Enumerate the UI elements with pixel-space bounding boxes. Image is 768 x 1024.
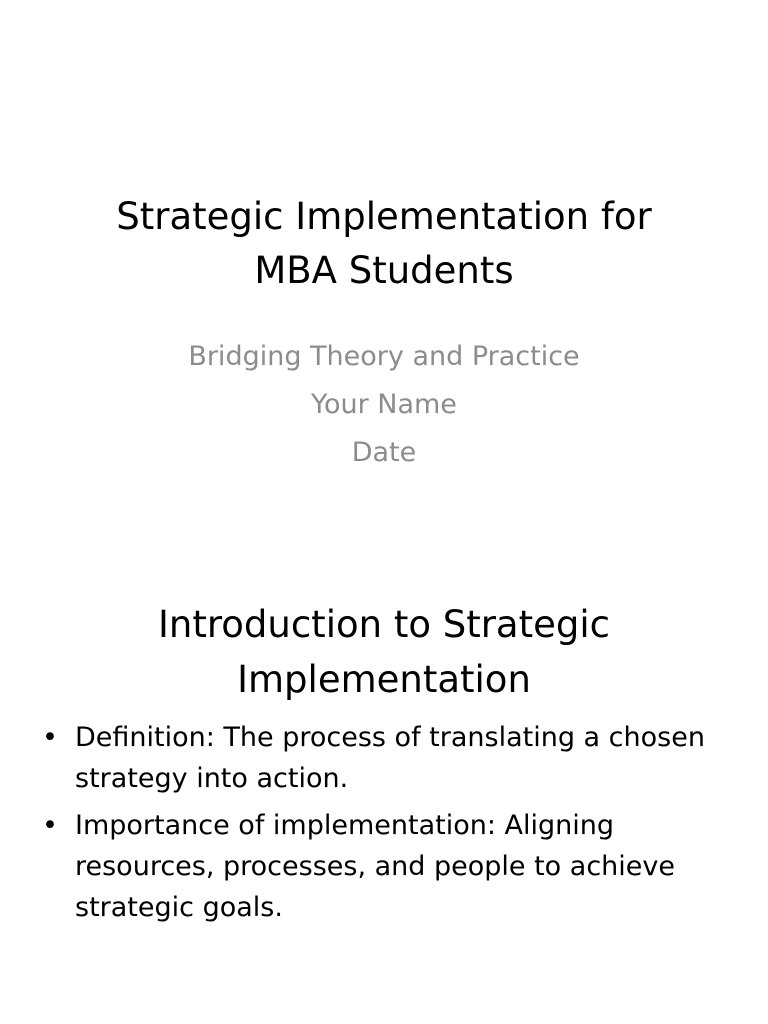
bullet-item-definition: [38, 717, 728, 799]
subtitle-author: Your Name: [311, 389, 457, 420]
bullet-text: Definition: The process of translating a chosen strategy into action.: [75, 722, 705, 794]
title-line-2: MBA Students: [254, 249, 514, 292]
bullet-text: Importance of implementation: Aligning resources, processes, and people to achieve strategic goals.: [75, 810, 675, 923]
bullet-list: [38, 717, 728, 934]
subtitle-tagline: Bridging Theory and Practice: [188, 341, 580, 372]
title-line-1: Introduction to Strategic: [158, 603, 610, 646]
content-slide: [0, 512, 768, 1024]
slide-title: [0, 597, 768, 707]
slide-subtitle: [0, 333, 768, 477]
bullet-icon: •: [42, 810, 58, 841]
title-line-2: Implementation: [237, 658, 531, 701]
subtitle-date: Date: [351, 437, 417, 468]
bullet-icon: •: [42, 722, 58, 753]
title-line-1: Strategic Implementation for: [116, 195, 652, 238]
slide-title: [0, 190, 768, 298]
bullet-item-importance: [38, 805, 728, 928]
